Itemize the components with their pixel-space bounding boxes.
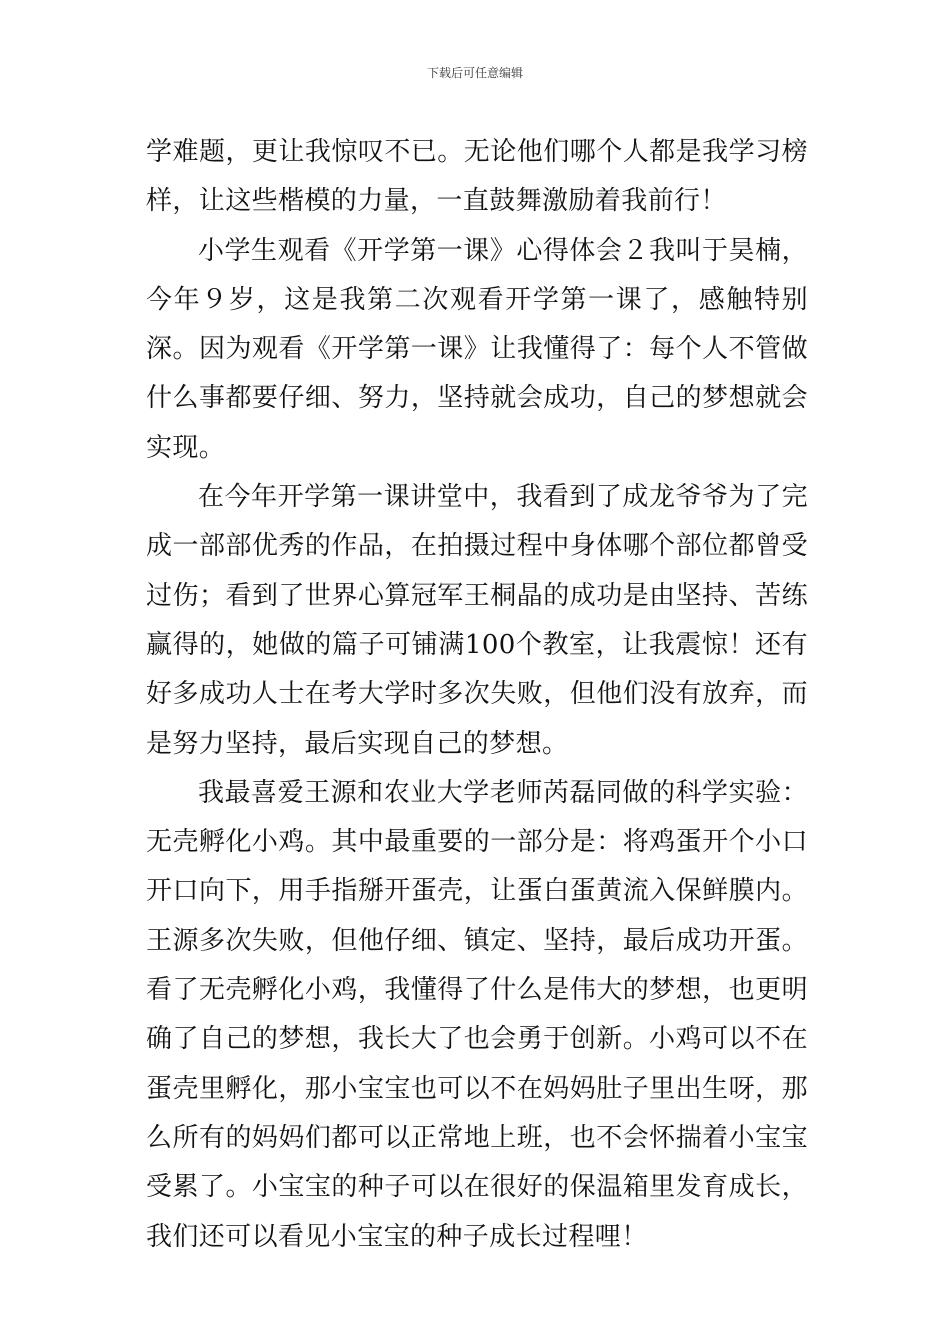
paragraph-continuation: 学难题，更让我惊叹不已。无论他们哪个人都是我学习榜样，让这些楷模的力量，一直鼓舞激励着我前行！ bbox=[146, 137, 808, 217]
paragraph-intro: 小学生观看《开学第一课》心得体会２我叫于昊楠，今年９岁，这是我第二次观看开学第一课了，感触特别深。因为观看《开学第一课》让我懂得了：每个人不管做什么事都要仔细、努力，坚持就会成功，自己的梦想就会实现。 bbox=[146, 235, 808, 463]
paragraph-experiment: 我最喜爱王源和农业大学老师芮磊同做的科学实验：无壳孵化小鸡。其中最重要的一部分是：将鸡蛋开个小口开口向下，用手指掰开蛋壳，让蛋白蛋黄流入保鲜膜内。王源多次失败，但他仔细、镇定、坚持，最后成功开蛋。看了无壳孵化小鸡，我懂得了什么是伟大的梦想，也更明确了自己的梦想，我长大了也会勇于创新。小鸡可以不在蛋壳里孵化，那小宝宝也可以不在妈妈肚子里出生呀，那么所有的妈妈们都可以正常地上班，也不会怀揣着小宝宝受累了。小宝宝的种子可以在很好的保温箱里发育成长，我们还可以看见小宝宝的种子成长过程哩！ bbox=[146, 777, 808, 1252]
document-body bbox=[146, 128, 808, 1262]
paragraph-examples: 在今年开学第一课讲堂中，我看到了成龙爷爷为了完成一部部优秀的作品，在拍摄过程中身体哪个部位都曾受过伤；看到了世界心算冠军王桐晶的成功是由坚持、苦练赢得的，她做的篇子可铺满100个教室，让我震惊！还有好多成功人士在考大学时多次失败，但他们没有放弃，而是努力坚持，最后实现自己的梦想。 bbox=[146, 482, 808, 759]
page-header: 下载后可任意编辑 bbox=[426, 66, 523, 80]
